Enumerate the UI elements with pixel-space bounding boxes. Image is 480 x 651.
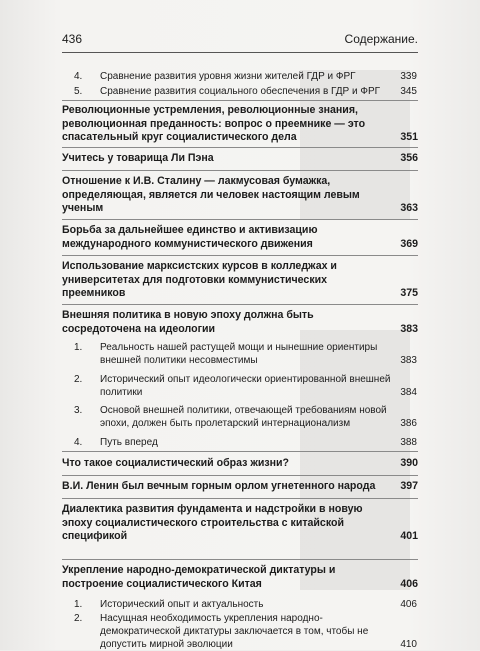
subentry-page: 388 [400, 437, 417, 448]
subentry-index: 4. [74, 71, 83, 82]
subentry-title: Реальность нашей растущей мощи и нынешние ориентиры внешней политики несовместимы [100, 342, 378, 366]
toc-subentry[interactable] [74, 341, 417, 367]
subentry-title: Исторический опыт идеологически ориентированной внешней политики [100, 374, 391, 398]
entry-title: Учитесь у товарища Ли Пэна [62, 152, 214, 164]
toc-entry[interactable] [62, 224, 418, 251]
toc-subentry[interactable] [74, 70, 417, 83]
entry-title: Внешняя политика в новую эпоху должна быть сосредоточена на идеологии [62, 309, 314, 335]
entry-title: Революционные устремления, революционные знания, революционная преданность: вопрос о преемнике — это спасательный круг социалистического дела [62, 104, 366, 143]
entry-page: 363 [400, 202, 418, 214]
toc-entry[interactable] [62, 260, 418, 301]
toc-subentry[interactable] [74, 612, 417, 651]
entry-title: Отношение к И.В. Сталину — лакмусовая бумажка, определяющая, является ли человек настоящим левым ученым [62, 175, 360, 214]
entry-page: 401 [400, 530, 418, 542]
toc-entry[interactable] [62, 309, 418, 336]
entry-page: 406 [400, 577, 418, 590]
section-divider [62, 170, 418, 171]
subentry-title: Сравнение развития уровня жизни жителей ГДР и ФРГ [100, 71, 356, 82]
toc-entry[interactable] [62, 564, 418, 591]
toc-entry[interactable] [62, 152, 418, 166]
entry-title: Использование марксистских курсов в колледжах и университетах для подготовки коммунистических преемников [62, 260, 337, 299]
section-divider [62, 255, 418, 256]
subentry-page: 339 [400, 71, 417, 82]
toc-entry[interactable] [62, 457, 418, 471]
toc-entry[interactable] [62, 480, 418, 494]
subentry-page: 410 [400, 639, 417, 650]
entry-title: В.И. Ленин был вечным горным орлом угнетенного народа [62, 480, 376, 492]
subentry-index: 1. [74, 599, 83, 610]
section-divider [62, 100, 418, 101]
subentry-index: 3. [74, 405, 83, 416]
entry-title: Укрепление народно-демократической диктатуры и построение социалистического Китая [62, 564, 336, 590]
entry-title: Диалектика развития фундамента и надстройки в новую эпоху социалистического строительства с китайской спецификой [62, 503, 363, 542]
entry-title: Борьба за дальнейшее единство и активизацию международного коммунистического движения [62, 224, 318, 250]
entry-page: 390 [400, 457, 418, 469]
subentry-title: Путь вперед [100, 437, 158, 448]
page-header [62, 30, 418, 53]
subentry-index: 5. [74, 86, 83, 97]
subentry-index: 2. [74, 613, 83, 624]
subentry-title: Основой внешней политики, отвечающей требованиям новой эпохи, должен быть пролетарский интернационализм [100, 405, 387, 429]
section-divider [62, 451, 418, 452]
section-divider [62, 559, 418, 560]
entry-page: 356 [400, 152, 418, 164]
toc-subentry[interactable] [74, 404, 417, 430]
subentry-page: 345 [400, 86, 417, 97]
entry-page: 369 [400, 237, 418, 250]
toc-subentry[interactable] [74, 598, 417, 611]
entry-title: Что такое социалистический образ жизни? [62, 457, 290, 469]
subentry-title: Насущная необходимость укрепления народно-демократической диктатуры заключается в том, чтобы не допустить мирной эволюции [100, 613, 369, 650]
entry-page: 375 [400, 287, 418, 299]
page-number: 436 [62, 32, 83, 46]
subentry-index: 1. [74, 342, 83, 353]
entry-page: 397 [400, 480, 418, 492]
toc-subentry[interactable] [74, 85, 417, 98]
running-title: Содержание. [344, 32, 418, 46]
section-divider [62, 147, 418, 148]
toc-subentry[interactable] [74, 436, 417, 449]
section-divider [62, 498, 418, 499]
toc-entry[interactable] [62, 175, 418, 216]
toc-entry[interactable] [62, 104, 418, 145]
subentry-page: 384 [400, 387, 417, 398]
toc-subentry[interactable] [74, 373, 417, 399]
subentry-title: Сравнение развития социального обеспечения в ГДР и ФРГ [100, 86, 381, 97]
subentry-page: 383 [400, 355, 417, 366]
subentry-title: Исторический опыт и актуальность [100, 599, 264, 610]
subentry-page: 406 [400, 599, 417, 610]
subentry-index: 2. [74, 374, 83, 385]
subentry-index: 4. [74, 437, 83, 448]
entry-page: 383 [400, 322, 418, 335]
subentry-page: 386 [400, 418, 417, 429]
section-divider [62, 304, 418, 305]
toc-entry[interactable] [62, 503, 418, 544]
entry-page: 351 [400, 131, 418, 143]
section-divider [62, 219, 418, 220]
section-divider [62, 475, 418, 476]
